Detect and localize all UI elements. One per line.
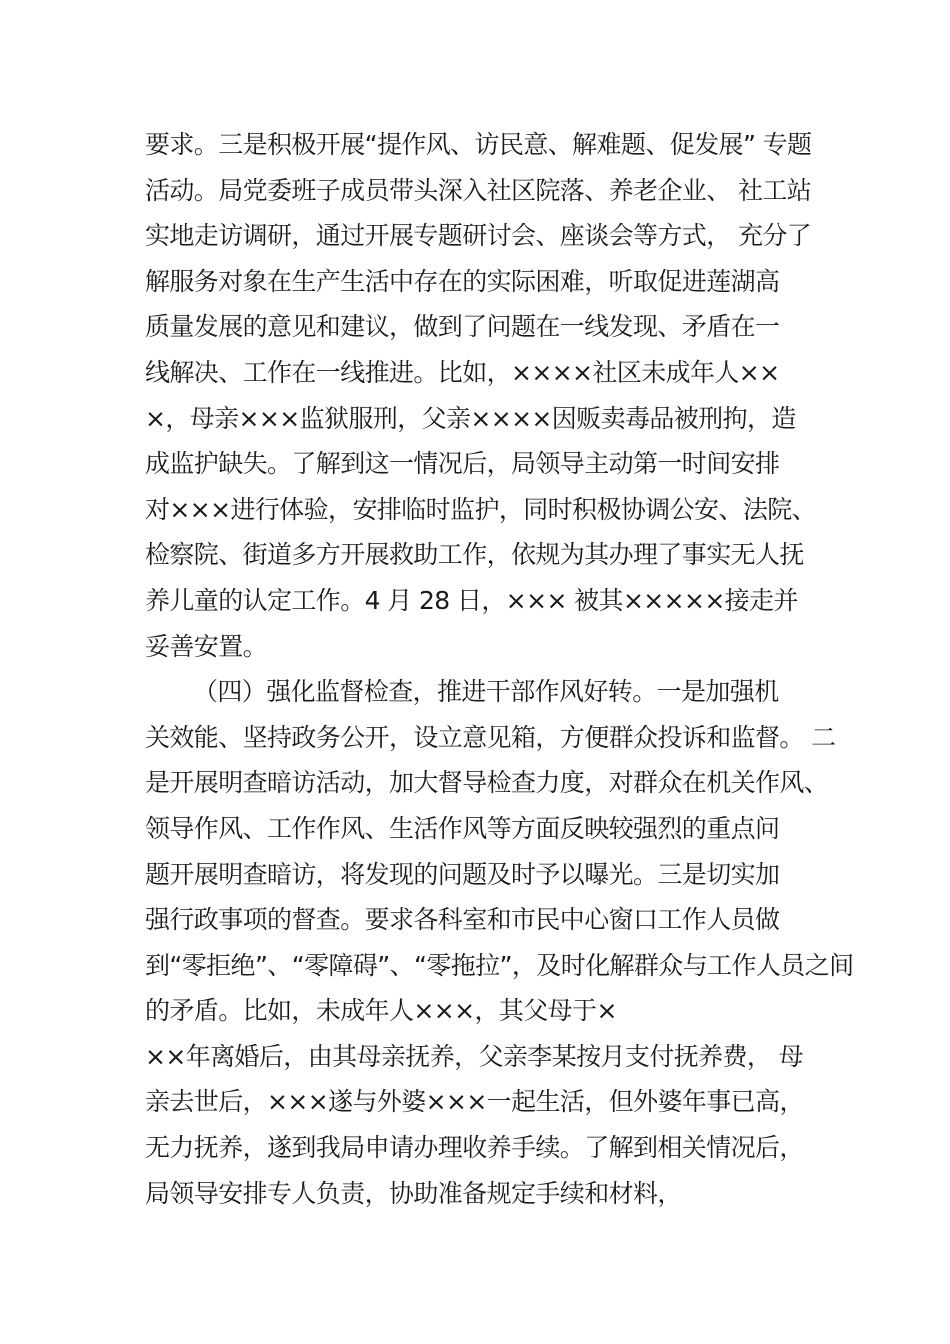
text-line: 强行政事项的督查。要求各科室和市民中心窗口工作人员做 (145, 905, 780, 935)
text-line: 检察院、街道多方开展救助工作，依规为其办理了事实无人抚 (145, 540, 804, 570)
text-line: 养儿童的认定工作。4 月 28 日，××× 被其×××××接走并 (145, 585, 798, 615)
text-line: 无力抚养，遂到我局申请办理收养手续。了解到相关情况后， (145, 1133, 804, 1163)
text-line: 的矛盾。比如，未成年人×××，其父母于× (145, 996, 617, 1026)
body-text (145, 122, 854, 1216)
text-line: 妥善安置。 (145, 631, 268, 661)
text-line: 到“零拒绝”、“零障碍”、“零拖拉”，及时化解群众与工作人员之间 (145, 950, 854, 980)
text-line: 质量发展的意见和建议，做到了问题在一线发现、矛盾在一 (145, 312, 780, 342)
text-line: 领导作风、工作作风、生活作风等方面反映较强烈的重点问 (145, 813, 780, 843)
text-line: 解服务对象在生产生活中存在的实际困难，听取促进莲湖高 (145, 266, 780, 296)
text-line: 题开展明查暗访，将发现的问题及时予以曝光。三是切实加 (145, 859, 780, 889)
text-line: 实地走访调研，通过开展专题研讨会、座谈会等方式， 充分了 (145, 221, 812, 251)
section-heading-line: （四）强化监督检查，推进干部作风好转。一是加强机 (193, 677, 779, 707)
text-line: 线解决、工作在一线推进。比如，××××社区未成年人×× (145, 357, 780, 387)
text-line: 亲去世后，×××遂与外婆×××一起生活，但外婆年事已高， (145, 1087, 804, 1117)
text-line: 成监护缺失。了解到这一情况后，局领导主动第一时间安排 (145, 449, 780, 479)
text-line: 关效能、坚持政务公开，设立意见箱，方便群众投诉和监督。 二 (145, 722, 836, 752)
text-line: ×，母亲×××监狱服刑，父亲××××因贩卖毒品被刑拘，造 (145, 403, 796, 433)
text-line: 对×××进行体验，安排临时监护，同时积极协调公安、法院、 (145, 494, 817, 524)
text-line: 要求。三是积极开展“提作风、访民意、解难题、促发展” 专题 (145, 130, 812, 159)
text-line: 是开展明查暗访活动，加大督导检查力度，对群众在机关作风、 (145, 768, 829, 798)
text-line: 局领导安排专人负责，协助准备规定手续和材料， (145, 1178, 682, 1208)
text-line: 活动。局党委班子成员带头深入社区院落、养老企业、 社工站 (145, 175, 812, 205)
text-line: ××年离婚后，由其母亲抚养，父亲李某按月支付抚养费， 母 (145, 1041, 804, 1071)
